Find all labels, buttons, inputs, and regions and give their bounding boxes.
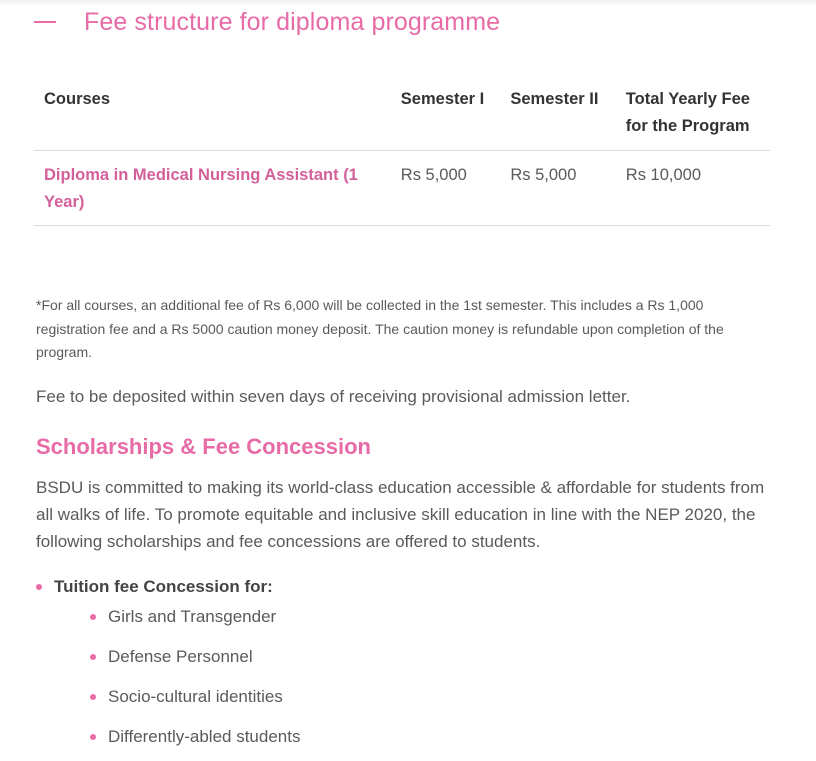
- bullet-icon: [90, 614, 96, 620]
- concession-item: Socio-cultural identities: [108, 687, 283, 706]
- total-yearly-fee: Rs 10,000: [616, 151, 770, 226]
- bullet-icon: [90, 734, 96, 740]
- course-name: Diploma in Medical Nursing Assistant (1 Year): [34, 151, 391, 226]
- fee-footnote: *For all courses, an additional fee of Rs 6,000 will be collected in the 1st semester. This includes a Rs 1,000 registration fee and a Rs 5000 caution money deposit. The caution money is refundable upon completion of the program.: [36, 297, 724, 360]
- concession-item: Girls and Transgender: [108, 607, 277, 626]
- semester-1-fee: Rs 5,000: [391, 151, 501, 226]
- minus-icon[interactable]: [34, 21, 56, 23]
- concession-item: Defense Personnel: [108, 647, 253, 666]
- list-item: [90, 604, 300, 630]
- list-item: [90, 644, 300, 670]
- accordion-header[interactable]: [34, 4, 500, 40]
- header-total-yearly-fee: Total Yearly Fee for the Program: [616, 78, 770, 151]
- deposit-note: Fee to be deposited within seven days of receiving provisional admission letter.: [36, 387, 631, 406]
- semester-2-fee: Rs 5,000: [500, 151, 615, 226]
- header-semester-2: Semester II: [500, 78, 615, 151]
- list-item: [90, 724, 300, 750]
- concession-heading: Tuition fee Concession for:: [54, 577, 273, 596]
- bullet-icon: [36, 584, 42, 590]
- header-semester-1: Semester I: [391, 78, 501, 151]
- concession-sub-list: [90, 604, 300, 750]
- bullet-icon: [90, 654, 96, 660]
- header-courses: Courses: [34, 78, 391, 151]
- accordion-title[interactable]: Fee structure for diploma programme: [84, 7, 501, 36]
- list-item: [36, 574, 300, 750]
- table-header-row: [34, 78, 770, 151]
- concession-item: Differently-abled students: [108, 727, 301, 746]
- fee-table: [34, 78, 770, 226]
- concession-list: [36, 574, 300, 761]
- table-row: [34, 151, 770, 226]
- scholarships-paragraph: BSDU is committed to making its world-class education accessible & affordable for students from all walks of life. To promote equitable and inclusive skill education in line with the NEP 2020, the following scholarships and fee concessions are offered to students.: [36, 478, 765, 551]
- bullet-icon: [90, 694, 96, 700]
- scholarships-heading: Scholarships & Fee Concession: [36, 434, 371, 459]
- list-item: [90, 684, 300, 710]
